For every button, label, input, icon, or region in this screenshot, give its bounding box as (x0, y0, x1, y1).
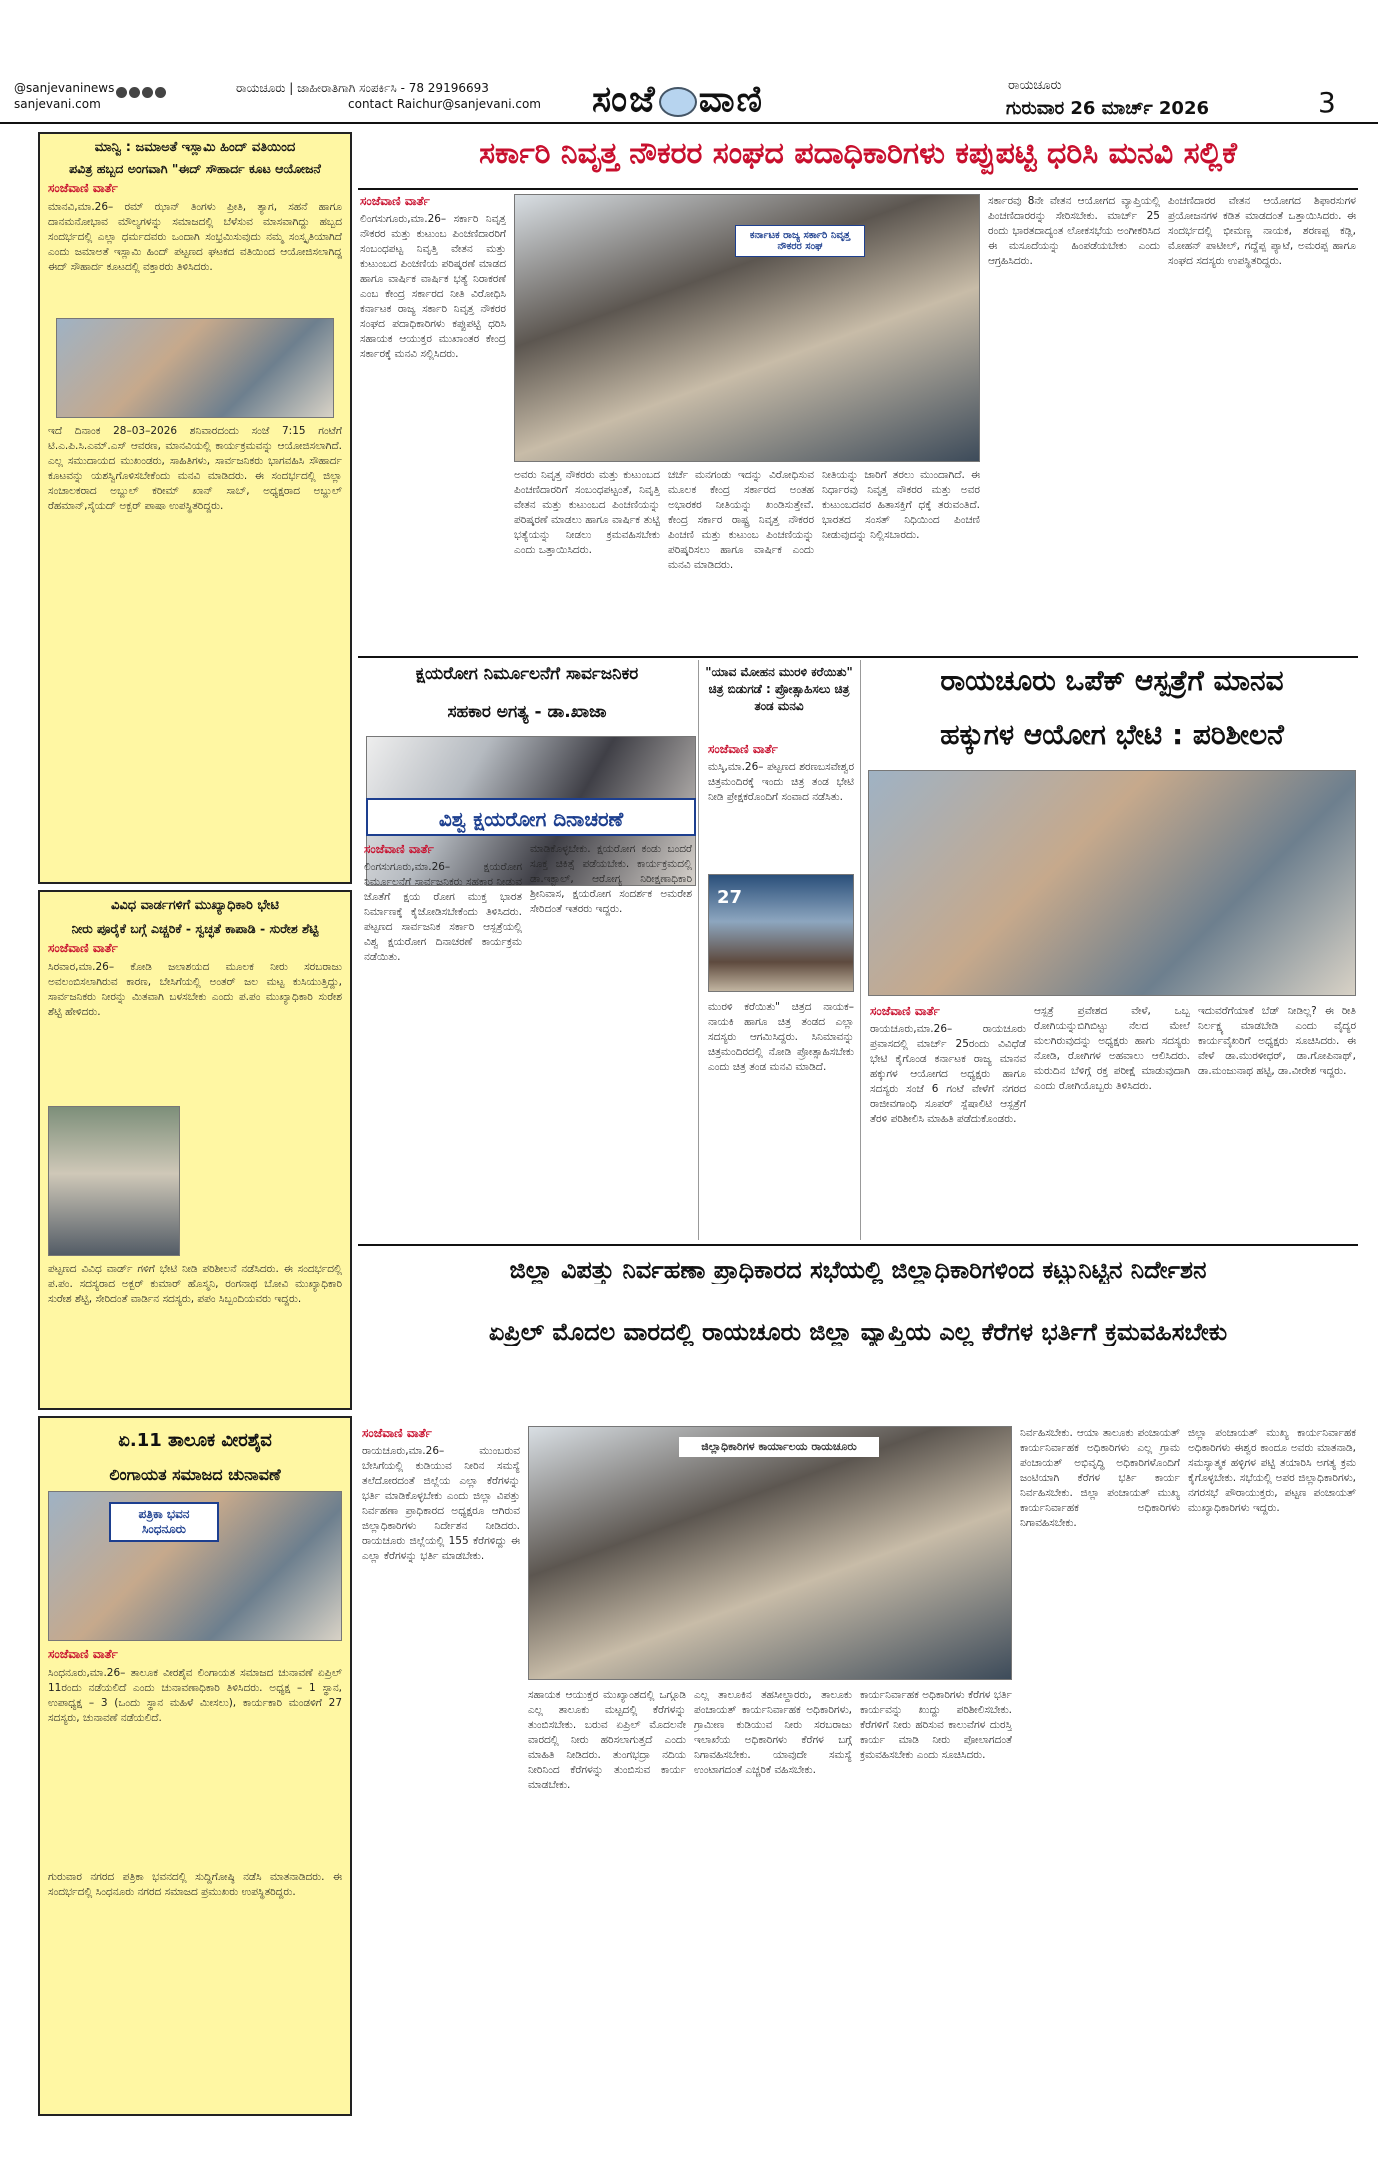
disaster-photo[interactable] (528, 1426, 1012, 1680)
sidebar-story-eid (38, 132, 352, 884)
tb-column-2: ಮಾಡಿಕೊಳ್ಳಬೇಕು. ಕ್ಷಯರೋಗ ಕಂಡು ಬಂದರೆ ಸೂಕ್ತ ಚಿಕಿತ್ಸೆ ಪಡೆಯಬೇಕು. ಕಾರ್ಯಕ್ರಮದಲ್ಲಿ ಡಾ.ಇಕ್ಬಾಲ್, ಆರೋಗ್ಯ ನಿರೀಕ್ಷಣಾಧಿಕಾರಿ ಶ್ರೀನಿವಾಸ, ಕ್ಷಯರೋಗ ಸಂದರ್ಶಕ ಅಮರೇಶ ಸೇರಿದಂತೆ ಇತರರು ಇದ್ದರು. (530, 843, 692, 915)
disaster-column-5: ನಿರ್ವಹಿಸಬೇಕು. ಆಯಾ ತಾಲೂಕು ಪಂಚಾಯತ್ ಕಾರ್ಯನಿರ್ವಾಹಕ ಅಧಿಕಾರಿಗಳು ಎಲ್ಲ ಗ್ರಾಮ ಪಂಚಾಯತ್ ಅಭಿವೃದ್ಧಿ ಅಧಿಕಾರಿಗಳೊಂದಿಗೆ ಜಂಟಿಯಾಗಿ ಕೆರೆಗಳ ಭರ್ತಿ ಕಾರ್ಯ ನಿರ್ವಹಿಸಬೇಕು. ಜಿಲ್ಲಾ ಪಂಚಾಯತ್ ಮುಖ್ಯ ಕಾರ್ಯನಿರ್ವಾಹಕ ಅಧಿಕಾರಿಗಳು ನಿಗಾವಹಿಸಬೇಕು. (1020, 1427, 1180, 1529)
opec-headline-line2[interactable]: ಹಕ್ಕುಗಳ ಆಯೋಗ ಭೇಟಿ : ಪರಿಶೀಲನೆ (940, 718, 1284, 751)
globe-icon (659, 87, 697, 117)
newspaper-logo (592, 78, 764, 121)
masthead (0, 0, 1378, 122)
tb-caption: ವಿಶ್ವ ಕ್ಷಯರೋಗ ದಿನಾಚರಣೆ (366, 798, 696, 836)
story-kicker: ವಿವಿಧ ವಾರ್ಡಗಳಿಗೆ ಮುಖ್ಯಾಧಿಕಾರಿ ಭೇಟಿ (110, 898, 280, 913)
story-kicker: ಮಾನ್ವಿ : ಜಮಾಅತೆ ಇಸ್ಲಾಮಿ ಹಿಂದ್ ವತಿಯಿಂದ (94, 140, 296, 155)
story-paragraph: ಮಾನವಿ,ಮಾ.26– ರಮ್ ಝಾನ್ ತಿಂಗಳು ಪ್ರೀತಿ, ತ್ಯಾಗ, ಸಹನೆ ಹಾಗೂ ದಾನಮನೋಭಾವ ಮೌಲ್ಯಗಳನ್ನು ಸಮಾಜದಲ್ಲಿ ಬೆಳೆಸುವ ಮಾಸವಾಗಿದ್ದು ಹಬ್ಬದ ಸಂದರ್ಭದಲ್ಲಿ ಎಲ್ಲಾ ಧರ್ಮದವರು ಒಂದಾಗಿ ಸಂಭ್ರಮಿಸುವುದು ನಮ್ಮ ಸಂಸ್ಕೃತಿಯಾಗಿದೆ ಎಂದು ಜಮಾಅತೆ ಇಸ್ಲಾಮಿ ಹಿಂದ್ ಪಟ್ಟಣದ ಘಟಕದ ವತಿಯಿಂದ ಆಯೋಜಿಸಲಾಗಿದ್ದ ಈದ್ ಸೌಹಾರ್ದ ಕೂಟದಲ್ಲಿ ವಕ್ತಾರರು ತಿಳಿಸಿದರು. (48, 201, 342, 273)
story-paragraph: ಗುರುವಾರ ನಗರದ ಪತ್ರಿಕಾ ಭವನದಲ್ಲಿ ಸುದ್ದಿಗೋಷ್ಠಿ ನಡೆಸಿ ಮಾತನಾಡಿದರು. ಈ ಸಂದರ್ಭದಲ್ಲಿ ಸಿಂಧನೂರು ನಗರದ ಸಮಾಜದ ಪ್ರಮುಖರು ಉಪಸ್ಥಿತರಿದ್ದರು. (48, 1871, 342, 1898)
story-photo[interactable] (48, 1106, 180, 1256)
story-headline-line1[interactable]: ಏ.11 ತಾಲೂಕ ವೀರಶೈವ (118, 1430, 272, 1451)
disaster-byline: ಸಂಜೆವಾಣಿ ವಾರ್ತೆ (362, 1426, 432, 1440)
masthead-rule (0, 122, 1378, 124)
story-paragraph: ಸಿರವಾರ,ಮಾ.26– ಕೋಡಿ ಜಲಾಶಯದ ಮೂಲಕ ನೀರು ಸರಬರಾಜು ಅವಲಂಬಿಸಲಾಗಿರುವ ಕಾರಣ, ಬೇಸಿಗೆಯಲ್ಲಿ ಅಂತರ್ ಜಲ ಮಟ್ಟ ಕುಸಿಯುತ್ತಿದ್ದು, ಸಾರ್ವಜನಿಕರು ನೀರನ್ನು ಮಿತವಾಗಿ ಬಳಸಬೇಕು ಎಂದು ಪ.ಪಂ ಮುಖ್ಯಾಧಿಕಾರಿ ಸುರೇಶ ಶೆಟ್ಟಿ ಹೇಳಿದರು. (48, 961, 342, 1018)
lead-column-4: ನೀತಿಯನ್ನು ಜಾರಿಗೆ ತರಲು ಮುಂದಾಗಿದೆ. ಈ ನಿರ್ಧಾರವು ನಿವೃತ್ತ ನೌಕರರ ಮತ್ತು ಅವರ ಕುಟುಂಬದವರ ಹಿತಾಸಕ್ತಿಗೆ ಧಕ್ಕೆ ತರುವಂತಿದೆ. ಭಾರತದ ಸಂಸತ್ ನಿಧಿಯಿಂದ ಪಿಂಚಣಿ ನೀಡುವುದನ್ನು ನಿಲ್ಲಿಸಬಾರದು. (822, 469, 980, 541)
story-headline-line2[interactable]: ಲಿಂಗಾಯತ ಸಮಾಜದ ಚುನಾವಣೆ (109, 1465, 281, 1484)
column-divider (860, 660, 861, 1240)
photo-banner: ಕರ್ನಾಟಕ ರಾಜ್ಯ ಸರ್ಕಾರಿ ನಿವೃತ್ತ ನೌಕರರ ಸಂಘ (735, 225, 865, 257)
social-icons (116, 82, 168, 101)
story-headline[interactable]: ಪವಿತ್ರ ಹಬ್ಬದ ಅಂಗವಾಗಿ "ಈದ್ ಸೌಹಾರ್ದ ಕೂಟ ಆಯೋಜನೆ (69, 161, 321, 176)
disaster-column-4: ಕಾರ್ಯನಿರ್ವಾಹಕ ಅಧಿಕಾರಿಗಳು ಕೆರೆಗಳ ಭರ್ತಿ ಕಾರ್ಯವನ್ನು ಖುದ್ದು ಪರಿಶೀಲಿಸಬೇಕು. ಕೆರೆಗಳಿಗೆ ನೀರು ಹರಿಸುವ ಕಾಲುವೆಗಳ ದುರಸ್ತಿ ಕಾರ್ಯ ಮಾಡಿ ನೀರು ಪೋಲಾಗದಂತೆ ಕ್ರಮವಹಿಸಬೇಕು ಎಂದು ಸೂಚಿಸಿದರು. (860, 1689, 1012, 1761)
film-poster[interactable] (708, 874, 854, 992)
photo-banner: ಜಿಲ್ಲಾಧಿಕಾರಿಗಳ ಕಾರ್ಯಾಲಯ ರಾಯಚೂರು (679, 1437, 879, 1457)
sidebar-story-election (38, 1416, 352, 2116)
film-headline[interactable]: "ಯಾವ ಮೋಹನ ಮುರಳಿ ಕರೆಯಿತು" ಚಿತ್ರ ಬಿಡುಗಡೆ : ಪ್ರೋತ್ಸಾಹಿಸಲು ಚಿತ್ರ ತಂಡ ಮನವಿ (705, 665, 853, 713)
story-byline: ಸಂಜೆವಾಣಿ ವಾರ್ತೆ (48, 1647, 118, 1661)
edition-label: ರಾಯಚೂರು (1008, 78, 1062, 93)
twitter-icon[interactable] (129, 87, 140, 98)
poster-number: 27 (717, 887, 743, 908)
opec-column-2: ಆಸ್ಪತ್ರೆ ಪ್ರವೇಶದ ವೇಳೆ, ಒಬ್ಬ ರೋಗಿಯನ್ನುಬಿಗಿಬಿಟ್ಟು ನೆಲದ ಮೇಲೆ ಮಲಗಿರುವುದನ್ನು ಅಧ್ಯಕ್ಷರು ಹಾಗು ಸದಸ್ಯರು ನೋಡಿ, ರೋಗಿಗಳ ಅಹವಾಲು ಆಲಿಸಿದರು. ಮರುದಿನ ಬೆಳಿಗ್ಗೆ ರಕ್ತ ಪರೀಕ್ಷೆ ಮಾಡುವುದಾಗಿ ಎಂದು ರೋಗಿಯೊಬ್ಬರು ತಿಳಿಸಿದರು. (1034, 1005, 1190, 1092)
sidebar-story-water (38, 890, 352, 1410)
story-photo[interactable] (48, 1491, 342, 1641)
opec-headline-line1[interactable]: ರಾಯಚೂರು ಒಪೆಕ್ ಆಸ್ಪತ್ರೆಗೆ ಮಾನವ (940, 664, 1284, 697)
disaster-column-6: ಜಿಲ್ಲಾ ಪಂಚಾಯತ್ ಮುಖ್ಯ ಕಾರ್ಯನಿರ್ವಾಹಕ ಅಧಿಕಾರಿಗಳು ಈಶ್ವರ ಕಾಂದೂ ಅವರು ಮಾತನಾಡಿ, ಸಮಸ್ಯಾತ್ಮಕ ಹಳ್ಳಿಗಳ ಪಟ್ಟಿ ತಯಾರಿಸಿ ಅಗತ್ಯ ಕ್ರಮ ಕೈಗೊಳ್ಳಬೇಕು. ಸಭೆಯಲ್ಲಿ ಅಪರ ಜಿಲ್ಲಾಧಿಕಾರಿಗಳು, ನಗರಸಭೆ ಪೌರಾಯುಕ್ತರು, ಪಟ್ಟಣ ಪಂಚಾಯತ್ ಮುಖ್ಯಾಧಿಕಾರಿಗಳು ಇದ್ದರು. (1188, 1427, 1356, 1514)
lead-photo[interactable] (514, 194, 980, 462)
opec-column-1: ರಾಯಚೂರು,ಮಾ.26– ರಾಯಚೂರು ಪ್ರವಾಸದಲ್ಲಿ ಮಾರ್ಚ್ 25ರಂದು ವಿವಿಧೆಡೆ ಭೇಟಿ ಕೈಗೊಂಡ ಕರ್ನಾಟಕ ರಾಜ್ಯ ಮಾನವ ಹಕ್ಕುಗಳ ಆಯೋಗದ ಅಧ್ಯಕ್ಷರು ಹಾಗೂ ಸದಸ್ಯರು ಸಂಜೆ 6 ಗಂಟೆ ವೇಳೆಗೆ ನಗರದ ರಾಜೀವಗಾಂಧಿ ಸೂಪರ್ ಸ್ಪೆಷಾಲಿಟಿ ಆಸ್ಪತ್ರೆಗೆ ತೆರಳಿ ಪರಿಶೀಲಿಸಿ ಮಾಹಿತಿ ಪಡೆದುಕೊಂಡರು. (870, 1023, 1026, 1125)
tb-column-1: ಲಿಂಗಸುಗೂರು,ಮಾ.26– ಕ್ಷಯರೋಗ ನಿರ್ಮೂಲನೆಗೆ ಸಾರ್ವಜನಿಕರು ಸಹಕಾರ ನೀಡುವ ಜೊತೆಗೆ ಕ್ಷಯ ರೋಗ ಮುಕ್ತ ಭಾರತ ನಿರ್ಮಾಣಕ್ಕೆ ಕೈಜೋಡಿಸಬೇಕೆಂದು ತಿಳಿಸಿದರು. ಪಟ್ಟಣದ ಸಾರ್ವಜನಿಕ ಸರ್ಕಾರಿ ಆಸ್ಪತ್ರೆಯಲ್ಲಿ ವಿಶ್ವ ಕ್ಷಯರೋಗ ದಿನಾಚರಣೆ ಕಾರ್ಯಕ್ರಮ ನಡೆಯಿತು. (364, 861, 522, 963)
lead-headline[interactable]: ಸರ್ಕಾರಿ ನಿವೃತ್ತ ನೌಕರರ ಸಂಘದ ಪದಾಧಿಕಾರಿಗಳು ಕಪ್ಪುಪಟ್ಟಿ ಧರಿಸಿ ಮನವಿ ಸಲ್ಲಿಕೆ (479, 136, 1237, 171)
disaster-column-2: ಸಹಾಯಕ ಆಯುಕ್ತರ ಮುಖ್ಯಾಂಶದಲ್ಲಿ ಒಗ್ಗೂಡಿ ಎಲ್ಲ ತಾಲೂಕು ಮಟ್ಟದಲ್ಲಿ ಕೆರೆಗಳನ್ನು ತುಂಬಿಸಬೇಕು. ಬರುವ ಏಪ್ರಿಲ್ ಮೊದಲನೇ ವಾರದಲ್ಲಿ ನೀರು ಹರಿಸಲಾಗುತ್ತದೆ ಎಂದು ಮಾಹಿತಿ ನೀಡಿದರು. ತುಂಗಭದ್ರಾ ನದಿಯ ನೀರಿನಿಂದ ಕೆರೆಗಳನ್ನು ತುಂಬಿಸುವ ಕಾರ್ಯ ಮಾಡಬೇಕು. (528, 1689, 686, 1791)
lead-byline: ಸಂಜೆವಾಣಿ ವಾರ್ತೆ (360, 194, 430, 208)
facebook-icon[interactable] (116, 87, 127, 98)
social-handle[interactable]: @sanjevaninews (14, 81, 115, 95)
website-link[interactable]: sanjevani.com (14, 97, 101, 111)
lead-column-2: ಅವರು ನಿವೃತ್ತ ನೌಕರರು ಮತ್ತು ಕುಟುಂಬದ ಪಿಂಚಣಿದಾರರಿಗೆ ಸಂಬಂಧಪಟ್ಟಂತೆ, ನಿವೃತ್ತಿ ವೇತನ ಮತ್ತು ಕುಟುಂಬದ ಪಿಂಚಣಿಯನ್ನು ಪರಿಷ್ಕರಣೆ ಮಾಡಲು ಹಾಗೂ ವಾರ್ಷಿಕ ತುಟ್ಟಿ ಭತ್ಯೆಯನ್ನು ನೀಡಲು ಕ್ರಮವಹಿಸಬೇಕು ಎಂದು ಒತ್ತಾಯಿಸಿದರು. (514, 469, 660, 556)
column-divider (698, 660, 699, 1240)
story-photo[interactable] (56, 318, 334, 418)
story-headline[interactable]: ನೀರು ಪೂರೈಕೆ ಬಗ್ಗೆ ಎಚ್ಚರಿಕೆ - ಸ್ವಚ್ಛತೆ ಕಾಪಾಡಿ - ಸುರೇಶ ಶೆಟ್ಟಿ (71, 921, 319, 936)
film-paragraph-1: ಮಸ್ಕಿ,ಮಾ.26– ಪಟ್ಟಣದ ಶರಣಬಸವೇಶ್ವರ ಚಿತ್ರಮಂದಿರಕ್ಕೆ ಇಂದು ಚಿತ್ರ ತಂಡ ಭೇಟಿ ನೀಡಿ ಪ್ರೇಕ್ಷಕರೊಂದಿಗೆ ಸಂವಾದ ನಡೆಸಿತು. (708, 761, 854, 803)
disaster-headline-line1[interactable]: ಜಿಲ್ಲಾ ವಿಪತ್ತು ನಿರ್ವಹಣಾ ಪ್ರಾಧಿಕಾರದ ಸಭೆಯಲ್ಲಿ ಜಿಲ್ಲಾಧಿಕಾರಿಗಳಿಂದ ಕಟ್ಟುನಿಟ್ಟಿನ ನಿರ್ದೇಶನ (509, 1256, 1207, 1284)
story-byline: ಸಂಜೆವಾಣಿ ವಾರ್ತೆ (48, 941, 118, 955)
lead-column-1: ಲಿಂಗಸುಗೂರು,ಮಾ.26– ಸರ್ಕಾರಿ ನಿವೃತ್ತ ನೌಕರರ ಮತ್ತು ಕುಟುಂಬ ಪಿಂಚಣಿದಾರರಿಗೆ ಸಂಬಂಧಪಟ್ಟ ನಿವೃತ್ತಿ ವೇತನ ಮತ್ತು ಕುಟುಂಬದ ಪಿಂಚಣಿಯ ಪರಿಷ್ಕರಣೆ ಮಾಡದ ಹಾಗೂ ವಾರ್ಷಿಕ ವಾರ್ಷಿಕ ಭತ್ಯೆ ನಿರಾಕರಣೆ ಎಂಬ ಕೇಂದ್ರ ಸರ್ಕಾರದ ನೀತಿ ವಿರೋಧಿಸಿ ಕರ್ನಾಟಕ ರಾಜ್ಯ ಸರ್ಕಾರಿ ನಿವೃತ್ತ ನೌಕರರ ಸಂಘದ ಪದಾಧಿಕಾರಿಗಳು ಕಪ್ಪುಪಟ್ಟಿ ಧರಿಸಿ ಸಹಾಯಕ ಆಯುಕ್ತರ ಮುಖಾಂತರ ಕೇಂದ್ರ ಸರ್ಕಾರಕ್ಕೆ ಮನವಿ ಸಲ್ಲಿಸಿದರು. (360, 213, 506, 360)
logo-text-left: ಸಂಜೆ (592, 78, 657, 120)
page-number: 3 (1318, 86, 1336, 119)
photo-banner: ಪತ್ರಿಕಾ ಭವನ ಸಿಂಧನೂರು (109, 1502, 219, 1542)
masthead-social (14, 80, 114, 112)
contact-email[interactable]: contact Raichur@sanjevani.com (348, 97, 541, 111)
film-paragraph-2: ಮುರಳಿ ಕರೆಯಿತು" ಚಿತ್ರದ ನಾಯಕ–ನಾಯಕಿ ಹಾಗೂ ಚಿತ್ರ ತಂಡದ ಎಲ್ಲಾ ಸದಸ್ಯರು ಆಗಮಿಸಿದ್ದರು. ಸಿನಿಮಾವನ್ನು ಚಿತ್ರಮಂದಿರದಲ್ಲಿ ನೋಡಿ ಪ್ರೋತ್ಸಾಹಿಸಬೇಕು ಎಂದು ಚಿತ್ರ ತಂಡ ಮನವಿ ಮಾಡಿದೆ. (708, 1001, 854, 1073)
lead-rule (358, 188, 1358, 190)
city-line: ರಾಯಚೂರು | ಜಾಹೀರಾತಿಗಾಗಿ ಸಂಪರ್ಕಿಸಿ - 78 29196693 (236, 81, 489, 95)
disaster-headline-line2[interactable]: ಏಪ್ರಿಲ್ ಮೊದಲ ವಾರದಲ್ಲಿ ರಾಯಚೂರು ಜಿಲ್ಲಾ ವ್ಯಾಪ್ತಿಯ ಎಲ್ಲ ಕೆರೆಗಳ ಭರ್ತಿಗೆ ಕ್ರಮವಹಿಸಬೇಕು (488, 1318, 1228, 1346)
section-rule (358, 656, 1358, 658)
tb-headline-line1[interactable]: ಕ್ಷಯರೋಗ ನಿರ್ಮೂಲನೆಗೆ ಸಾರ್ವಜನಿಕರ (415, 664, 639, 684)
opec-column-3: ಇದುವರೆಗೆಯಾಕೆ ಬೆಡ್ ನೀಡಿಲ್ಲ? ಈ ರೀತಿ ನಿರ್ಲಕ್ಷ್ಯ ಮಾಡಬೇಡಿ ಎಂದು ವೈದ್ಯರ ಕಾರ್ಯವೈಖರಿಗೆ ಅಧ್ಯಕ್ಷರು ಸೂಚಿಸಿದರು. ಈ ವೇಳೆ ಡಾ.ಮುರಳೀಧರ್, ಡಾ.ಗೋಪಿನಾಥ್, ಡಾ.ಮಂಜುನಾಥ ಹಟ್ಟಿ, ಡಾ.ವೀರೇಶ ಇದ್ದರು. (1198, 1005, 1356, 1077)
disaster-column-1: ರಾಯಚೂರು,ಮಾ.26– ಮುಂಬರುವ ಬೇಸಿಗೆಯಲ್ಲಿ ಕುಡಿಯುವ ನೀರಿನ ಸಮಸ್ಯೆ ತಲೆದೋರದಂತೆ ಜಿಲ್ಲೆಯ ಎಲ್ಲಾ ಕೆರೆಗಳನ್ನು ಭರ್ತಿ ಮಾಡಿಕೊಳ್ಳಬೇಕು ಎಂದು ಜಿಲ್ಲಾ ವಿಪತ್ತು ನಿರ್ವಹಣಾ ಪ್ರಾಧಿಕಾರದ ಅಧ್ಯಕ್ಷರೂ ಆಗಿರುವ ಜಿಲ್ಲಾಧಿಕಾರಿಗಳು ನಿರ್ದೇಶನ ನೀಡಿದರು. ರಾಯಚೂರು ಜಿಲ್ಲೆಯಲ್ಲಿ 155 ಕೆರೆಗಳಿದ್ದು ಈ ಎಲ್ಲಾ ಕೆರೆಗಳನ್ನು ಭರ್ತಿ ಮಾಡಬೇಕು. (362, 1445, 520, 1562)
tb-headline-line2[interactable]: ಸಹಕಾರ ಅಗತ್ಯ - ಡಾ.ಖಾಜಾ (447, 702, 607, 722)
story-paragraph: ಸಿಂಧನೂರು,ಮಾ.26– ತಾಲೂಕ ವೀರಶೈವ ಲಿಂಗಾಯತ ಸಮಾಜದ ಚುನಾವಣೆ ಏಪ್ರಿಲ್ 11ರಂದು ನಡೆಯಲಿದೆ ಎಂದು ಚುನಾವಣಾಧಿಕಾರಿ ತಿಳಿಸಿದರು. ಅಧ್ಯಕ್ಷ – 1 ಸ್ಥಾನ, ಉಪಾಧ್ಯಕ್ಷ – 3 (ಒಂದು ಸ್ಥಾನ ಮಹಿಳೆ ಮೀಸಲು), ಕಾರ್ಯಕಾರಿ ಮಂಡಳಿಗೆ 27 ಸದಸ್ಯರು, ಚುನಾವಣೆ ನಡೆಯಲಿದೆ. (48, 1667, 342, 1724)
youtube-icon[interactable] (155, 87, 166, 98)
instagram-icon[interactable] (142, 87, 153, 98)
opec-photo[interactable] (868, 770, 1356, 996)
section-rule (358, 1244, 1358, 1246)
opec-byline: ಸಂಜೆವಾಣಿ ವಾರ್ತೆ (870, 1004, 940, 1018)
issue-date: ಗುರುವಾರ 26 ಮಾರ್ಚ್ 2026 (1006, 98, 1210, 119)
story-paragraph: ಪಟ್ಟಣದ ವಿವಿಧ ವಾರ್ಡ್ ಗಳಿಗೆ ಭೇಟಿ ನೀಡಿ ಪರಿಶೀಲನೆ ನಡೆಸಿದರು. ಈ ಸಂದರ್ಭದಲ್ಲಿ ಪ.ಪಂ. ಸದಸ್ಯರಾದ ಅಕ್ಬರ್ ಕುಮಾರ್ ಹೊಸ್ಮನಿ, ರಂಗನಾಥ ಬೋವಿ ಮುಖ್ಯಾಧಿಕಾರಿ ಸುರೇಶ ಶೆಟ್ಟಿ, ಸೇರಿದಂತೆ ವಾರ್ಡಿನ ಸದಸ್ಯರು, ಪಪಂ ಸಿಬ್ಬಂದಿಯವರು ಇದ್ದರು. (48, 1263, 342, 1305)
tb-byline: ಸಂಜೆವಾಣಿ ವಾರ್ತೆ (364, 842, 434, 856)
story-byline: ಸಂಜೆವಾಣಿ ವಾರ್ತೆ (48, 181, 118, 195)
lead-column-6: ಪಿಂಚಣಿದಾರರ ವೇತನ ಆಯೋಗದ ಶಿಫಾರಸುಗಳ ಪ್ರಯೋಜನಗಳ ಕಡಿತ ಮಾಡದಂತೆ ಒತ್ತಾಯಿಸಿದರು. ಈ ಸಂದರ್ಭದಲ್ಲಿ ಭೀಮಣ್ಣ ನಾಯಕ, ಶರಣಪ್ಪ ಕಡ್ಲಿ, ಮೋಹನ್ ಪಾಟೀಲ್, ಗದ್ದೆಪ್ಪ ಪ್ಯಾಟೆ, ಅಮರಪ್ಪ ಹಾಗೂ ಸಂಘದ ಸದಸ್ಯರು ಉಪಸ್ಥಿತರಿದ್ದರು. (1168, 195, 1356, 267)
story-paragraph: ಇದೆ ದಿನಾಂಕ 28–03–2026 ಶನಿವಾರದಂದು ಸಂಜೆ 7:15 ಗಂಟೆಗೆ ಟಿ.ಎ.ಪಿ.ಸಿ.ಎಮ್.ಎಸ್ ಆವರಣ, ಮಾನವಿಯಲ್ಲಿ ಕಾರ್ಯಕ್ರಮವನ್ನು ಆಯೋಜಿಸಲಾಗಿದೆ. ಎಲ್ಲ ಸಮುದಾಯದ ಮುಖಂಡರು, ಸಾಹಿತಿಗಳು, ಸಾರ್ವಜನಿಕರು ಭಾಗವಹಿಸಿ ಸೌಹಾರ್ದ ಕೂಟವನ್ನು ಯಶಸ್ವಿಗೊಳಿಸಬೇಕೆಂದು ಮನವಿ ಮಾಡಿದರು. ಈ ಸಂದರ್ಭದಲ್ಲಿ ಜಿಲ್ಲಾ ಸಂಚಾಲಕರಾದ ಅಬ್ದುಲ್ ಕರೀಮ್ ಖಾನ್ ಸಾಬ್, ಅಧ್ಯಕ್ಷರಾದ ಅಬ್ದುಲ್ ರೆಹಮಾನ್,ಸೈಯದ್ ಅಕ್ಬರ್ ಪಾಷಾ ಉಪಸ್ಥಿತರಿದ್ದರು. (48, 425, 342, 512)
lead-column-5: ಸರ್ಕಾರವು 8ನೇ ವೇತನ ಆಯೋಗದ ವ್ಯಾಪ್ತಿಯಲ್ಲಿ ಪಿಂಚಣಿದಾರರನ್ನು ಸೇರಿಸಬೇಕು. ಮಾರ್ಚ್ 25 ರಂದು ಭಾರತದಾದ್ಯಂತ ಲೋಕಸಭೆಯ ಅಂಗೀಕರಿಸಿದ ಈ ಮಸೂದೆಯನ್ನು ಹಿಂಪಡೆಯಬೇಕು ಎಂದು ಆಗ್ರಹಿಸಿದರು. (988, 195, 1160, 267)
masthead-contact (236, 80, 541, 112)
disaster-column-3: ಎಲ್ಲ ತಾಲೂಕಿನ ತಹಸೀಲ್ದಾರರು, ತಾಲೂಕು ಪಂಚಾಯತ್ ಕಾರ್ಯನಿರ್ವಾಹಕ ಅಧಿಕಾರಿಗಳು, ಗ್ರಾಮೀಣ ಕುಡಿಯುವ ನೀರು ಸರಬರಾಜು ಇಲಾಖೆಯ ಅಧಿಕಾರಿಗಳು ಕೆರೆಗಳ ಬಗ್ಗೆ ನಿಗಾವಹಿಸಬೇಕು. ಯಾವುದೇ ಸಮಸ್ಯೆ ಉಂಟಾಗದಂತೆ ಎಚ್ಚರಿಕೆ ವಹಿಸಬೇಕು. (694, 1689, 852, 1776)
film-byline: ಸಂಜೆವಾಣಿ ವಾರ್ತೆ (708, 742, 778, 756)
lead-column-3: ಚರ್ಚೆ ಮನಗಂಡು ಇದನ್ನು ವಿರೋಧಿಸುವ ಮೂಲಕ ಕೇಂದ್ರ ಸರ್ಕಾರದ ಅಂತಹ ಅಭಾರಕರ ನೀತಿಯನ್ನು ಖಂಡಿಸುತ್ತೇವೆ. ಕೇಂದ್ರ ಸರ್ಕಾರ ರಾಷ್ಟ್ರ ನಿವೃತ್ತ ನೌಕರರ ಪಿಂಚಣಿ ಮತ್ತು ಕುಟುಂಬ ಪಿಂಚಣಿಯನ್ನು ಪರಿಷ್ಕರಿಸಲು ಹಾಗೂ ವಾರ್ಷಿಕ ಎಂದು ಮನವಿ ಮಾಡಿದರು. (668, 469, 814, 571)
logo-text-right: ವಾಣಿ (698, 78, 765, 120)
